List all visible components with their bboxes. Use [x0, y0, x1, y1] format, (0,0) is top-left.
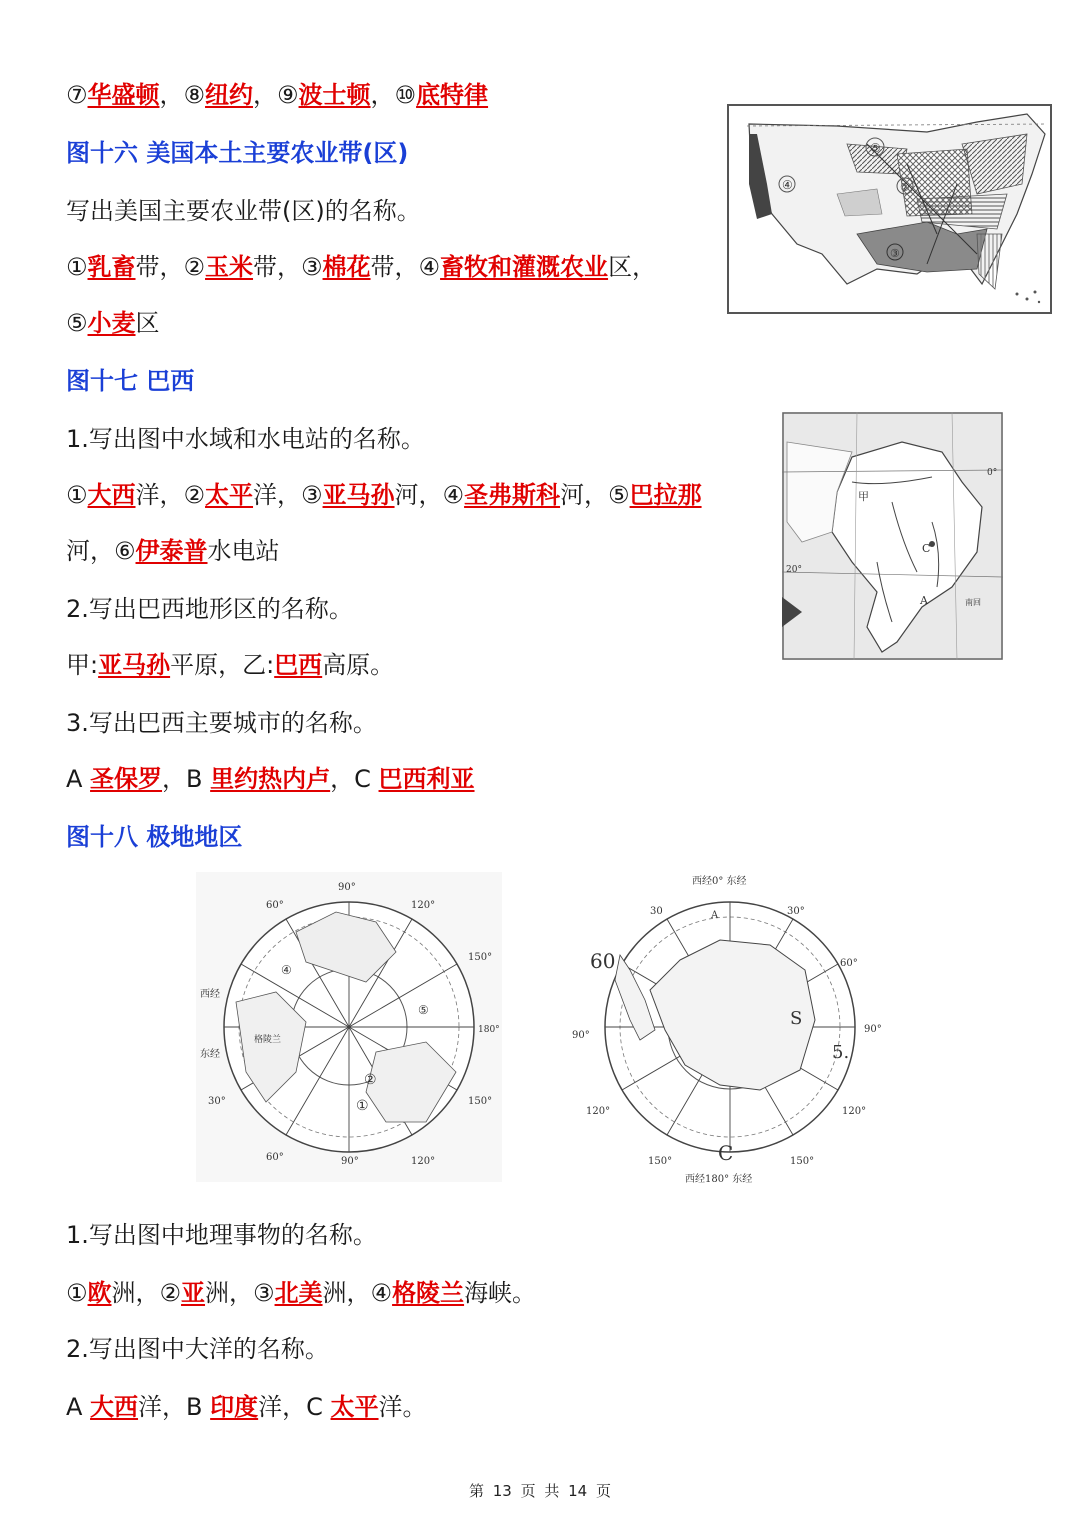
map-label: 90° [338, 882, 356, 893]
answer: 亚马孙 [98, 651, 171, 679]
answer: 巴西 [274, 651, 323, 679]
map-label: 20° [786, 565, 802, 575]
answer: 格陵兰 [392, 1279, 465, 1307]
map-label: 甲 [858, 490, 869, 503]
line-oceans: A 大西洋，B 印度洋，C 太平洋。 [66, 1393, 427, 1421]
heading-fig18: 图十八 极地地区 [66, 823, 243, 851]
line-continents: ①欧洲，②亚洲，③北美洲，④格陵兰海峡。 [66, 1279, 537, 1307]
answer: 圣弗斯科 [464, 481, 561, 509]
map-label: 90° [341, 1156, 359, 1167]
answer: 大西 [87, 481, 136, 509]
page-footer: 第 13 页 共 14 页 [468, 1482, 611, 1500]
map-label: 120° [842, 1106, 867, 1117]
map-label: C [718, 1141, 734, 1165]
answer: 乳畜 [87, 253, 136, 281]
map-label: 60° [266, 900, 284, 911]
map-label: 120° [411, 900, 436, 911]
map-label: 格陵兰 [254, 1035, 282, 1045]
line-waters-1: ①大西洋，②太平洋，③亚马孙河，④圣弗斯科河，⑤巴拉那 [66, 481, 702, 509]
answer: 伊泰普 [135, 537, 208, 565]
map-label: 0° [987, 468, 998, 478]
answer: 太平 [330, 1393, 379, 1421]
heading-fig17: 图十七 巴西 [66, 367, 195, 395]
map-label: C [922, 542, 931, 555]
answer: 太平 [205, 481, 254, 509]
answer: 纽约 [205, 81, 254, 109]
map-label: 30° [787, 906, 805, 917]
answer: 印度 [210, 1393, 259, 1421]
map-label: 西经 [200, 989, 220, 1000]
answer: 亚马孙 [322, 481, 395, 509]
map-label: ④ [782, 178, 793, 192]
antarctic-polar-map [570, 870, 890, 1188]
map-label: A [711, 910, 719, 921]
map-label: 90° [572, 1030, 590, 1041]
answer: 华盛顿 [87, 81, 160, 109]
answer: 欧 [87, 1279, 112, 1307]
map-label: ② [364, 1072, 377, 1088]
line-cities: ⑦华盛顿，⑧纽约，⑨波士顿，⑩底特律 [66, 81, 489, 109]
question-fig18-1: 1.写出图中地理事物的名称。 [66, 1221, 377, 1249]
line-agri-1: ①乳畜带，②玉米带，③棉花带，④畜牧和灌溉农业区， [66, 253, 657, 281]
map-label: ⑤ [418, 1003, 429, 1017]
map-label: 60° [840, 958, 858, 969]
heading-fig16: 图十六 美国本土主要农业带(区) [66, 139, 409, 167]
map-label: 150° [790, 1156, 815, 1167]
map-label: ① [356, 1098, 369, 1114]
map-label: 120° [586, 1106, 611, 1117]
map-label: 5. [832, 1042, 850, 1063]
question-fig16: 写出美国主要农业带(区)的名称。 [66, 197, 421, 225]
map-label: 30 [650, 906, 663, 917]
line-agri-2: ⑤小麦区 [66, 309, 160, 337]
question-fig17-3: 3.写出巴西主要城市的名称。 [66, 709, 377, 737]
map-label: 60 [590, 949, 616, 973]
map-label: 南回 [965, 598, 981, 607]
answer: 北美 [274, 1279, 323, 1307]
arctic-polar-map [196, 872, 502, 1182]
brazil-map [782, 412, 1003, 660]
question-fig17-2: 2.写出巴西地形区的名称。 [66, 595, 353, 623]
map-label: 150° [468, 1096, 493, 1107]
answer: 亚 [181, 1279, 206, 1307]
map-label: S [790, 1008, 803, 1029]
map-label: 120° [411, 1156, 436, 1167]
map-label: 180° [478, 1025, 500, 1035]
map-label: 30° [208, 1096, 226, 1107]
map-label: 60° [266, 1152, 284, 1163]
answer: 巴西利亚 [378, 765, 475, 793]
line-landforms: 甲:亚马孙平原，乙:巴西高原。 [66, 651, 395, 679]
map-label: 东经 [200, 1049, 220, 1060]
answer: 巴拉那 [629, 481, 702, 509]
answer: 圣保罗 [90, 765, 163, 793]
answer: 大西 [90, 1393, 139, 1421]
map-label: 西经180° 东经 [685, 1174, 753, 1185]
map-label: 150° [648, 1156, 673, 1167]
line-brazil-cities: A 圣保罗，B 里约热内卢，C 巴西利亚 [66, 765, 475, 793]
question-fig17-1: 1.写出图中水域和水电站的名称。 [66, 425, 425, 453]
answer: 棉花 [322, 253, 371, 281]
map-label: ③ [890, 247, 900, 260]
usa-agriculture-map [727, 104, 1052, 314]
map-label: 90° [864, 1024, 882, 1035]
map-label: ⑤ [870, 141, 881, 155]
map-label: 150° [468, 952, 493, 963]
question-fig18-2: 2.写出图中大洋的名称。 [66, 1335, 329, 1363]
answer: 玉米 [205, 253, 254, 281]
answer: 里约热内卢 [210, 765, 331, 793]
answer: 小麦 [87, 309, 136, 337]
answer: 畜牧和灌溉农业 [440, 253, 609, 281]
map-label: ④ [281, 963, 292, 977]
answer: 底特律 [416, 81, 489, 109]
region-grazing [837, 189, 882, 216]
map-label: ② [900, 181, 910, 194]
line-waters-2: 河，⑥伊泰普水电站 [66, 537, 280, 565]
map-label: 西经0° 东经 [692, 876, 747, 887]
map-label: A [920, 594, 928, 607]
answer: 波士顿 [298, 81, 371, 109]
